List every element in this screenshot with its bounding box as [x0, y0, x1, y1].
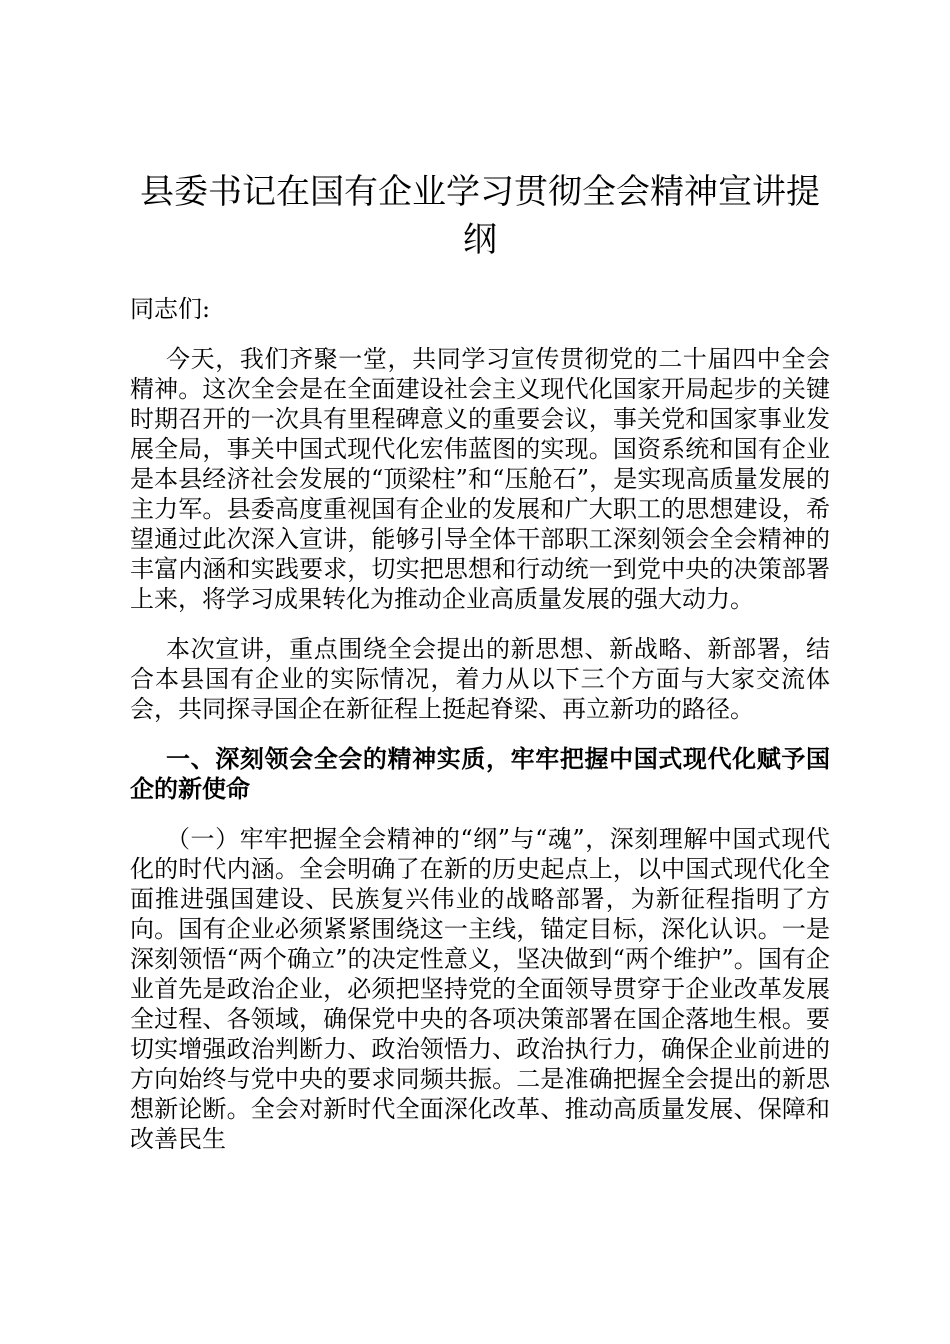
intro-paragraph: 今天，我们齐聚一堂，共同学习宣传贯彻党的二十届四中全会精神。这次全会是在全面建设社会主义现代化国家开局起步的关键时期召开的一次具有里程碑意义的重要会议，事关党和国家事业发展全局，事关中国式现代化宏伟蓝图的实现。国资系统和国有企业是本县经济社会发展的“顶梁柱”和“压舱石”，是实现高质量发展的主力军。县委高度重视国有企业的发展和广大职工的思想建设，希望通过此次深入宣讲，能够引导全体干部职工深刻领会全会精神的丰富内涵和实践要求，切实把思想和行动统一到党中央的决策部署上来，将学习成果转化为推动企业高质量发展的强大动力。 [130, 345, 830, 613]
salutation: 同志们: [130, 295, 211, 323]
outline-paragraph: 本次宣讲，重点围绕全会提出的新思想、新战略、新部署，结合本县国有企业的实际情况，着力从以下三个方面与大家交流体会，共同探寻国企在新征程上挺起脊梁、再立新功的路径。 [130, 635, 830, 723]
section-heading: 一、深刻领会全会的精神实质，牢牢把握中国式现代化赋予国企的新使命 [130, 744, 830, 803]
section-paragraph: （一）牢牢把握全会精神的“纲”与“魂”，深刻理解中国式现代化的时代内涵。全会明确了在新的历史起点上，以中国式现代化全面推进强国建设、民族复兴伟业的战略部署，为新征程指明了方向。国有企业必须紧紧围绕这一主线，锚定目标，深化认识。一是深刻领悟“两个确立”的决定性意义，坚决做到“两个维护”。国有企业首先是政治企业，必须把坚持党的全面领导贯穿于企业改革发展全过程、各领域，确保党中央的各项决策部署在国企落地生根。要切实增强政治判断力、政治领悟力、政治执行力，确保企业前进的方向始终与党中央的要求同频共振。二是准确把握全会提出的新思想新论断。全会对新时代全面深化改革、推动高质量发展、保障和改善民生 [130, 825, 830, 1153]
document-page [130, 168, 830, 1174]
document-title: 县委书记在国有企业学习贯彻全会精神宣讲提纲 [140, 172, 820, 260]
